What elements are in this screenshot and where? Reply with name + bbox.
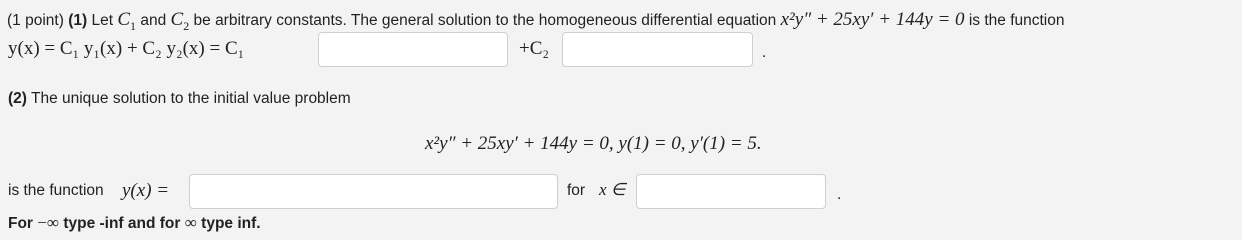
part1-label: (1) bbox=[68, 12, 88, 29]
for-text: for bbox=[567, 182, 586, 199]
neg-infinity-symbol: −∞ bbox=[37, 213, 59, 232]
intro-text: Let bbox=[91, 12, 114, 29]
and-text: and bbox=[140, 12, 167, 29]
middle-text: be arbitrary constants. The general solution to the homogeneous differential equation bbox=[193, 12, 777, 29]
note-type1: type -inf and for bbox=[63, 215, 181, 232]
y2-input[interactable] bbox=[562, 32, 753, 67]
period-1: . bbox=[762, 44, 767, 61]
infinity-symbol: ∞ bbox=[184, 213, 197, 232]
interval-input[interactable] bbox=[636, 174, 826, 209]
part2-text: The unique solution to the initial value problem bbox=[30, 90, 351, 107]
problem-statement-line1 bbox=[7, 9, 1065, 31]
points-label: (1 point) bbox=[7, 12, 64, 29]
constant-c2: $C_2$ bbox=[170, 9, 190, 33]
period-2: . bbox=[837, 186, 842, 203]
part2-statement bbox=[8, 90, 351, 108]
is-function-text: is the function bbox=[8, 182, 104, 199]
end-text: is the function bbox=[968, 12, 1065, 29]
y1-input[interactable] bbox=[318, 32, 508, 67]
note-for: For bbox=[8, 215, 33, 232]
general-solution-prefix: y(x) = C₁ y₁(x) + C₂ y₂(x) = C₁ bbox=[8, 38, 245, 59]
part2-label: (2) bbox=[8, 90, 27, 107]
differential-equation: x²y″ + 25xy′ + 144y = 0 bbox=[780, 9, 965, 30]
initial-value-problem: x²y″ + 25xy′ + 144y = 0, y(1) = 0, y′(1) = 5. bbox=[425, 133, 762, 154]
note-type2: type inf. bbox=[201, 215, 261, 232]
constant-c1: $C_1$ bbox=[117, 9, 137, 33]
plus-c2-label: +C₂ bbox=[519, 38, 550, 59]
yx-label: y(x) = bbox=[122, 180, 170, 201]
x-in-label: x ∈ bbox=[599, 180, 626, 199]
infinity-note bbox=[8, 213, 261, 233]
solution-input[interactable] bbox=[189, 174, 558, 209]
